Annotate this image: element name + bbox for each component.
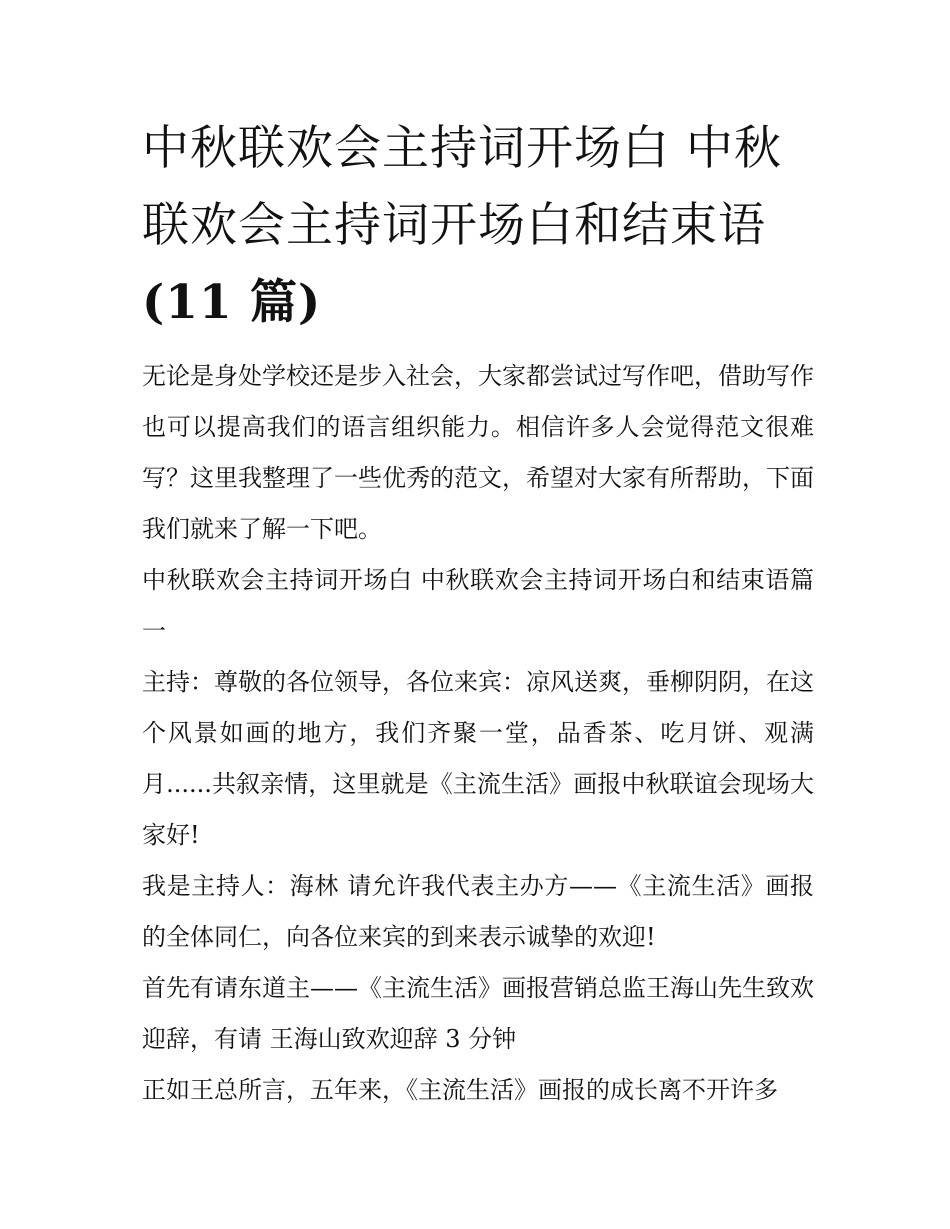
body-paragraph: 主持：尊敬的各位领导，各位来宾：凉风送爽，垂柳阴阴，在这个风景如画的地方，我们齐聚一堂，品香茶、吃月饼、观满月......共叙亲情，这里就是《主流生活》画报中秋联谊会现场大家好! [142,668,814,849]
section-heading: 中秋联欢会主持词开场白 中秋联欢会主持词开场白和结束语篇一 [142,566,814,645]
body-paragraph: 我是主持人：海林 请允许我代表主办方——《主流生活》画报的全体同仁，向各位来宾的到来表示诚挚的欢迎! [142,872,814,951]
intro-paragraph: 无论是身处学校还是步入社会，大家都尝试过写作吧，借助写作也可以提高我们的语言组织能力。相信许多人会觉得范文很难写？这里我整理了一些优秀的范文，希望对大家有所帮助，下面我们就来了解一下吧。 [142,362,814,543]
title-count: (11 篇) [142,275,322,330]
document-page [142,110,814,1116]
document-title [142,110,814,341]
title-text: 中秋联欢会主持词开场白 中秋联欢会主持词开场白和结束语 [142,121,782,253]
body-paragraph: 首先有请东道主——《主流生活》画报营销总监王海山先生致欢迎辞，有请 王海山致欢迎辞 3 分钟 [142,974,814,1053]
body-paragraph: 正如王总所言，五年来，《主流生活》画报的成长离不开许多 [142,1076,778,1104]
